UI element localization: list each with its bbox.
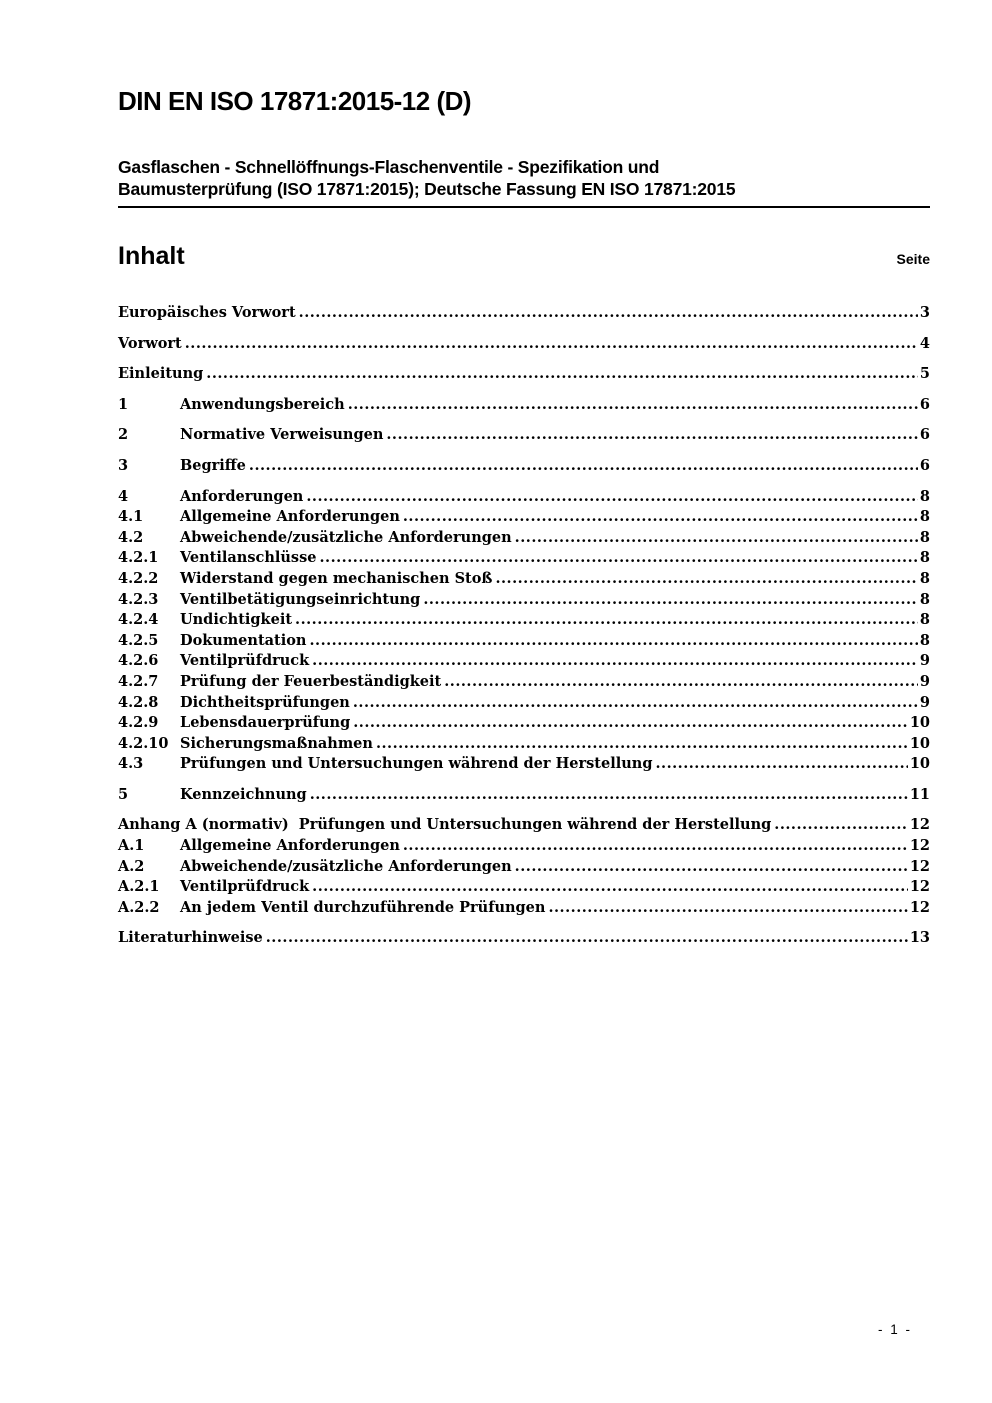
toc-entry[interactable] xyxy=(118,528,930,549)
toc-entry-number: 3 xyxy=(118,456,129,474)
toc-entry-title: Dokumentation xyxy=(180,631,307,649)
toc-entry[interactable] xyxy=(118,395,930,416)
toc-entry-page: 8 xyxy=(919,590,930,608)
toc-entry[interactable] xyxy=(118,487,930,508)
toc-entry-page: 13 xyxy=(909,929,930,947)
toc-entry-page: 3 xyxy=(919,304,930,321)
toc-entry[interactable] xyxy=(118,610,930,631)
toc-entry-title: Sicherungsmaßnahmen xyxy=(180,734,373,752)
toc-dot-leader xyxy=(206,364,918,385)
title-divider xyxy=(118,206,930,208)
toc-entry[interactable] xyxy=(118,672,930,693)
toc-entry-title: Dichtheitsprüfungen xyxy=(180,693,350,711)
toc-entry-title: Abweichende/zusätzliche Anforderungen xyxy=(180,528,512,546)
toc-entry-title: Ventilanschlüsse xyxy=(180,549,317,567)
toc-entry-number: 4.1 xyxy=(118,508,144,526)
toc-entry[interactable] xyxy=(118,857,930,878)
toc-dot-leader xyxy=(353,713,908,734)
toc-entry-title: Abweichende/zusätzliche Anforderungen xyxy=(180,857,512,875)
document-subtitle-line1: Gasflaschen - Schnellöffnungs-Flaschenventile - Spezifikation und xyxy=(118,157,660,177)
toc-entry-number: 4 xyxy=(118,487,129,505)
toc-entry[interactable] xyxy=(118,631,930,652)
toc-entry-title: Allgemeine Anforderungen xyxy=(180,508,400,526)
toc-dot-leader xyxy=(306,487,918,508)
toc-entry-page: 9 xyxy=(919,672,930,690)
toc-entry-page: 10 xyxy=(909,714,930,732)
toc-dot-leader xyxy=(249,456,918,477)
toc-entry-number: A.2.2 xyxy=(118,898,160,916)
toc-entry-page: 12 xyxy=(909,857,930,875)
toc-entry[interactable] xyxy=(118,785,930,806)
toc-entry-number: A.2.1 xyxy=(118,878,160,896)
toc-entry-page: 8 xyxy=(919,487,930,505)
toc-dot-leader xyxy=(312,877,908,898)
toc-entry[interactable] xyxy=(118,651,930,672)
toc-entry-page: 5 xyxy=(919,365,930,383)
toc-entry-page: 6 xyxy=(919,456,930,474)
toc-dot-leader xyxy=(319,548,917,569)
document-subtitle-line2: Baumusterprüfung (ISO 17871:2015); Deutsche Fassung EN ISO 17871:2015 xyxy=(118,178,736,199)
toc-dot-leader xyxy=(444,672,918,693)
toc-entry[interactable] xyxy=(118,877,930,898)
toc-entry[interactable] xyxy=(118,928,930,949)
toc-entry-title: Ventilprüfdruck xyxy=(180,878,310,896)
toc-dot-leader xyxy=(185,334,918,355)
toc-entry-title: Undichtigkeit xyxy=(180,611,293,629)
toc-entry-page: 12 xyxy=(909,898,930,916)
toc-entry[interactable] xyxy=(118,836,930,857)
toc-entry-page: 6 xyxy=(919,426,930,444)
toc-entry[interactable] xyxy=(118,425,930,446)
toc-entry-page: 12 xyxy=(909,878,930,896)
toc-entry-title: Begriffe xyxy=(180,456,246,474)
toc-entry-page: 4 xyxy=(919,334,930,352)
toc-entry-number: 4.2.4 xyxy=(118,611,159,629)
document-subtitle xyxy=(118,157,930,200)
toc-dot-leader xyxy=(548,898,907,919)
toc-dot-leader xyxy=(348,395,918,416)
toc-entry[interactable] xyxy=(118,590,930,611)
toc-entry[interactable] xyxy=(118,507,930,528)
toc-entry[interactable] xyxy=(118,303,930,324)
toc-entry-title: Ventilprüfdruck xyxy=(180,652,310,670)
toc-entry-number: 4.3 xyxy=(118,755,144,773)
toc-entry-number: 4.2.2 xyxy=(118,569,159,587)
toc-entry-number: 4.2.1 xyxy=(118,549,159,567)
toc-entry-title: Allgemeine Anforderungen xyxy=(180,837,400,855)
toc-dot-leader xyxy=(774,815,908,836)
toc-dot-leader xyxy=(310,785,908,806)
toc-entry-title: Widerstand gegen mechanischen Stoß xyxy=(180,569,493,587)
toc-entry[interactable] xyxy=(118,569,930,590)
toc-entry-title: Anforderungen xyxy=(180,487,304,505)
toc-list xyxy=(118,293,930,949)
toc-entry-title: Europäisches Vorwort xyxy=(118,304,296,321)
toc-entry-number: 4.2.10 xyxy=(118,734,169,752)
toc-entry-number: 4.2 xyxy=(118,528,144,546)
toc-entry-page: 12 xyxy=(909,837,930,855)
toc-dot-leader xyxy=(295,610,918,631)
toc-entry-number: A.2 xyxy=(118,857,145,875)
toc-dot-leader xyxy=(403,507,918,528)
toc-dot-leader xyxy=(403,836,908,857)
toc-entry-page: 8 xyxy=(919,549,930,567)
toc-page-column-label: Seite xyxy=(896,251,930,267)
toc-entry-number: 1 xyxy=(118,395,129,413)
toc-entry-title: Normative Verweisungen xyxy=(180,426,384,444)
toc-entry-number: 4.2.5 xyxy=(118,631,159,649)
toc-entry-number: 5 xyxy=(118,785,129,803)
toc-dot-leader xyxy=(515,528,918,549)
toc-entry-title: Vorwort xyxy=(118,334,182,352)
toc-entry-page: 11 xyxy=(909,785,930,803)
toc-entry-page: 10 xyxy=(909,734,930,752)
toc-entry-number: 4.2.7 xyxy=(118,672,159,690)
toc-dot-leader xyxy=(309,631,917,652)
toc-entry-title: Einleitung xyxy=(118,365,204,383)
toc-entry[interactable] xyxy=(118,548,930,569)
toc-entry-title: An jedem Ventil durchzuführende Prüfungen xyxy=(180,898,546,916)
toc-entry-title: Anhang A (normativ) Prüfungen und Untersuchungen während der Herstellung xyxy=(118,816,772,834)
toc-entry[interactable] xyxy=(118,713,930,734)
toc-entry-page: 9 xyxy=(919,652,930,670)
toc-entry-page: 8 xyxy=(919,611,930,629)
toc-entry-title: Ventilbetätigungseinrichtung xyxy=(180,590,421,608)
toc-entry-page: 8 xyxy=(919,508,930,526)
toc-entry-number: 2 xyxy=(118,426,129,444)
toc-dot-leader xyxy=(299,303,918,324)
toc-dot-leader xyxy=(266,928,908,949)
toc-entry-page: 8 xyxy=(919,528,930,546)
toc-entry-title: Anwendungsbereich xyxy=(180,395,345,413)
footer-page-number: - 1 - xyxy=(877,1322,912,1337)
document-title: DIN EN ISO 17871:2015-12 (D) xyxy=(118,86,472,116)
toc-entry-page: 10 xyxy=(909,755,930,773)
toc-entry-title: Lebensdauerprüfung xyxy=(180,714,351,732)
toc-entry-number: 4.2.6 xyxy=(118,652,159,670)
toc-dot-leader xyxy=(515,857,908,878)
toc-entry-number: A.1 xyxy=(118,837,145,855)
toc-entry[interactable] xyxy=(118,734,930,755)
toc-entry[interactable] xyxy=(118,754,930,775)
toc-entry[interactable] xyxy=(118,898,930,919)
toc-entry-page: 8 xyxy=(919,569,930,587)
toc-entry[interactable] xyxy=(118,456,930,477)
toc-entry-title: Literaturhinweise xyxy=(118,929,263,947)
toc-entry-number: 4.2.8 xyxy=(118,693,159,711)
toc-entry-page: 9 xyxy=(919,693,930,711)
toc-entry-title: Kennzeichnung xyxy=(180,785,307,803)
toc-dot-leader xyxy=(386,425,918,446)
toc-dot-leader xyxy=(655,754,907,775)
toc-heading: Inhalt xyxy=(118,242,185,270)
toc-entry-title: Prüfungen und Untersuchungen während der Herstellung xyxy=(180,755,653,773)
toc-dot-leader xyxy=(312,651,918,672)
toc-entry[interactable] xyxy=(118,815,930,836)
toc-dot-leader xyxy=(423,590,918,611)
toc-entry-page: 8 xyxy=(919,631,930,649)
toc-dot-leader xyxy=(495,569,917,590)
toc-entry-title: Prüfung der Feuerbeständigkeit xyxy=(180,672,442,690)
toc-entry[interactable] xyxy=(118,693,930,714)
toc-entry-page: 6 xyxy=(919,395,930,413)
toc-entry-page: 12 xyxy=(909,816,930,834)
toc-entry[interactable] xyxy=(118,364,930,385)
toc-header xyxy=(118,242,930,271)
toc-dot-leader xyxy=(353,693,918,714)
toc-entry-number: 4.2.3 xyxy=(118,590,159,608)
toc-entry[interactable] xyxy=(118,334,930,355)
toc-entry-number: 4.2.9 xyxy=(118,714,159,732)
toc-dot-leader xyxy=(376,734,908,755)
